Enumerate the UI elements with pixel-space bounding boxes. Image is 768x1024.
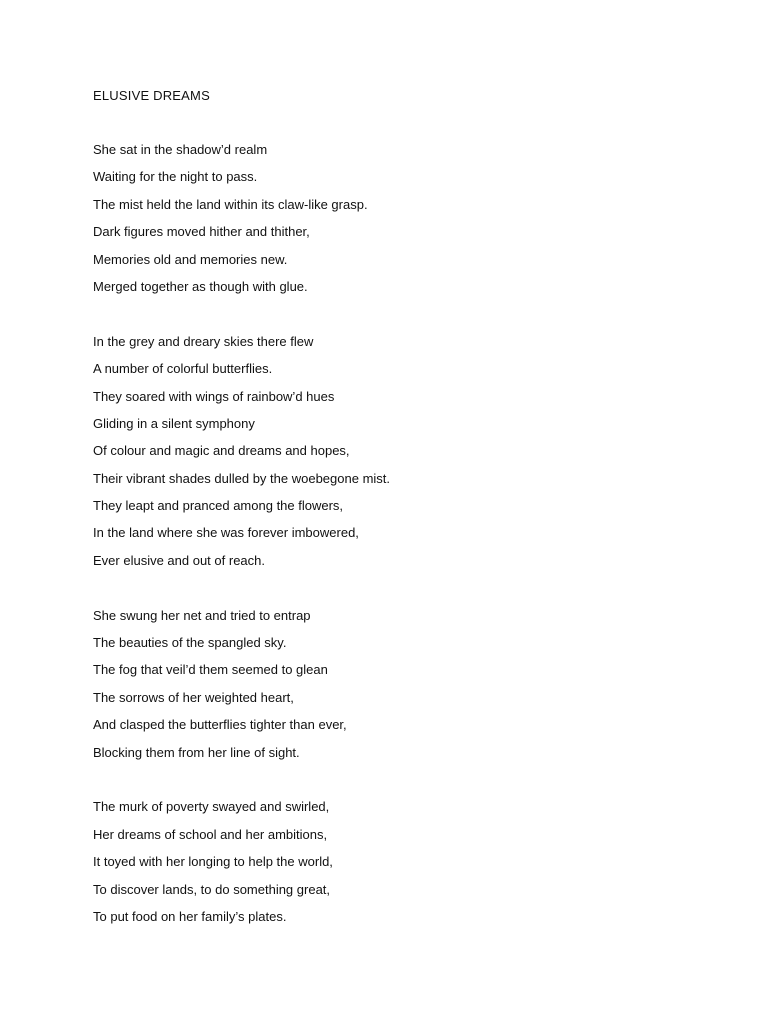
- poem-body: [93, 142, 733, 964]
- poem-line: And clasped the butterflies tighter than ever,: [93, 717, 347, 733]
- poem-line: She swung her net and tried to entrap: [93, 607, 311, 623]
- poem-line: Waiting for the night to pass.: [93, 169, 258, 185]
- poem-line: They leapt and pranced among the flowers,: [93, 498, 344, 514]
- poem-line: Of colour and magic and dreams and hopes,: [93, 443, 350, 459]
- poem-line: The mist held the land within its claw-like grasp.: [93, 196, 368, 212]
- poem-line: Memories old and memories new.: [93, 251, 288, 267]
- poem-line: A number of colorful butterflies.: [93, 361, 273, 377]
- poem-line: The murk of poverty swayed and swirled,: [93, 799, 330, 815]
- poem-line: Blocking them from her line of sight.: [93, 744, 300, 760]
- poem-line: It toyed with her longing to help the world,: [93, 854, 333, 870]
- poem-line: Her dreams of school and her ambitions,: [93, 826, 328, 842]
- poem-line: She sat in the shadow’d realm: [93, 142, 268, 157]
- poem-line: In the land where she was forever imbowered,: [93, 525, 359, 541]
- poem-line: In the grey and dreary skies there flew: [93, 333, 314, 349]
- poem-line: Gliding in a silent symphony: [93, 415, 255, 431]
- poem-line: The beauties of the spangled sky.: [93, 635, 287, 651]
- poem-line: Their vibrant shades dulled by the woebegone mist.: [93, 470, 391, 486]
- poem-line: To discover lands, to do something great,: [93, 881, 331, 897]
- poem-line: To put food on her family’s plates.: [93, 908, 287, 924]
- poem-line: Ever elusive and out of reach.: [93, 552, 265, 568]
- poem-line: The fog that veil’d them seemed to glean: [93, 662, 328, 678]
- poem-title: ELUSIVE DREAMS: [93, 88, 210, 103]
- poem-line: The sorrows of her weighted heart,: [93, 689, 294, 705]
- stanza-3: [93, 608, 733, 772]
- stanza-1: [93, 142, 733, 306]
- stanza-2: [93, 334, 733, 581]
- poem-line: They soared with wings of rainbow’d hues: [93, 388, 335, 404]
- stanza-4: [93, 799, 733, 936]
- poem-line: Merged together as though with glue.: [93, 278, 308, 294]
- poem-line: Dark figures moved hither and thither,: [93, 224, 310, 240]
